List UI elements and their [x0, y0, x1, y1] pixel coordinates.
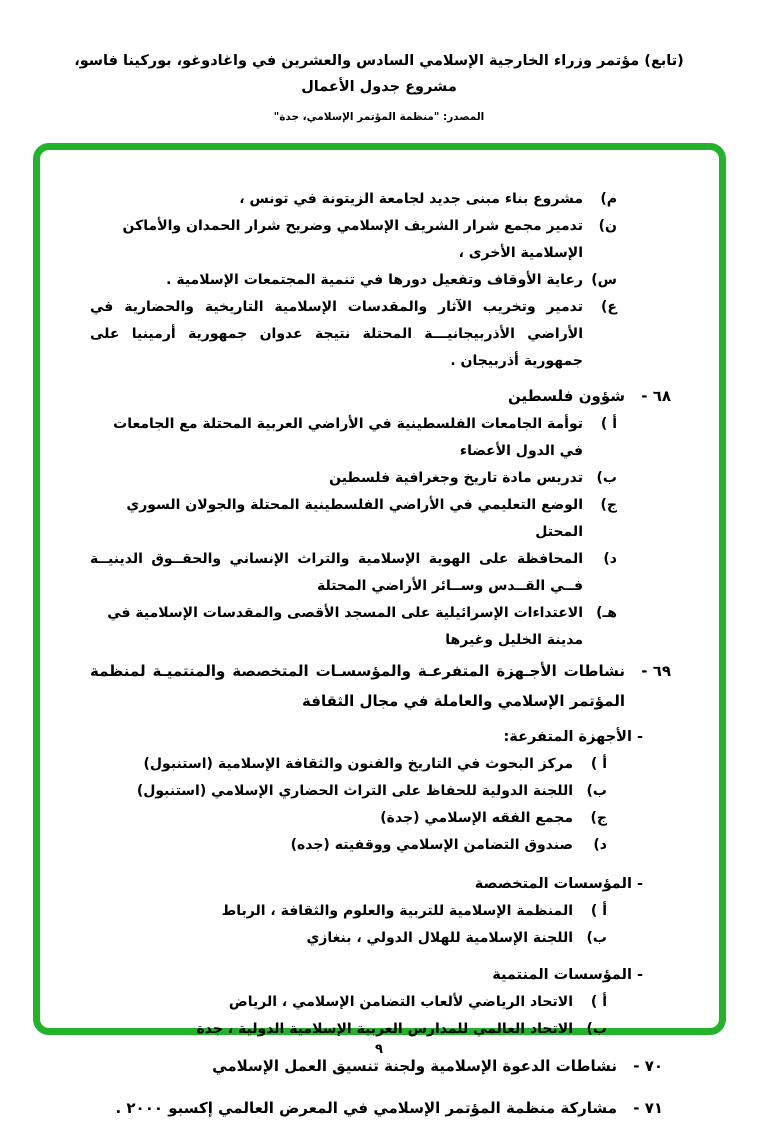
- header-source: المصدر: "منظمة المؤتمر الإسلامي، جدة": [273, 111, 485, 123]
- list-item: [90, 989, 671, 1016]
- item-text: مجمع الفقه الإسلامي (جدة): [380, 810, 573, 826]
- item-text: المنظمة الإسلامية للتربية والعلوم والثقافة ، الرباط: [221, 903, 573, 919]
- section-number: ٧١ -: [633, 1099, 663, 1117]
- item-label: هـ): [596, 605, 617, 621]
- list-item: [90, 186, 671, 213]
- item-text: رعاية الأوقاف وتفعيل دورها في تنمية المجتمعات الإسلامية .: [166, 272, 583, 288]
- list-item: [90, 751, 671, 778]
- item-text: اللجنة الدولية للحفاظ على التراث الحضاري الإسلامي (استنبول): [136, 783, 573, 799]
- item-label: ج): [590, 810, 607, 826]
- item-label: أ ): [590, 903, 607, 919]
- item-label: ن): [598, 218, 617, 234]
- section-number: ٧٠ -: [633, 1057, 663, 1075]
- list-item: [90, 411, 671, 465]
- item-label: د): [593, 837, 607, 853]
- header-title: (تابع) مؤتمر وزراء الخارجية الإسلامي السادس والعشرين في واغادوغو، بوركينا فاسو، مشروع جدول الأعمال: [74, 53, 684, 95]
- item-label: ب): [596, 470, 617, 486]
- group-heading: - المؤسسات المتخصصة: [474, 876, 643, 892]
- list-item: [90, 832, 671, 859]
- list-item: [90, 213, 671, 267]
- list-item: [90, 925, 671, 952]
- list-item: [90, 805, 671, 832]
- item-label: ب): [586, 783, 607, 799]
- item-text: الاعتداءات الإسرائيلية على المسجد الأقصى والمقدسات الإسلامية في مدينة الخليل وغيرها: [107, 605, 583, 648]
- item-label: أ ): [590, 756, 607, 772]
- item-text: اللجنة الإسلامية للهلال الدولي ، بنغازي: [306, 930, 573, 946]
- page-number: ٩: [375, 1042, 383, 1057]
- item-label: ب): [586, 930, 607, 946]
- section-title: نشاطات الدعوة الإسلامية ولجنة تنسيق العمل الإسلامي: [212, 1057, 617, 1075]
- list-item: [90, 465, 671, 492]
- item-text: صندوق التضامن الإسلامي ووقفيته (جده): [290, 837, 573, 853]
- item-text: المحافظة على الهوية الإسلامية والتراث الإنساني والحقــوق الدينيــة فــي القــدس وســائر الأراضي المحتلة: [90, 551, 583, 594]
- item-label: م): [600, 191, 617, 207]
- list-item: [90, 267, 671, 294]
- item-text: الاتحاد الرياضي لألعاب التضامن الإسلامي ، الرياض: [228, 994, 573, 1010]
- section-title: شؤون فلسطين: [508, 387, 625, 405]
- item-label: س): [591, 272, 617, 288]
- list-item: [90, 898, 671, 925]
- item-label: د): [603, 551, 617, 567]
- item-text: الوضع التعليمي في الأراضي الفلسطينية المحتلة والجولان السوري المحتل: [126, 497, 583, 540]
- item-label: ب): [586, 1021, 607, 1037]
- section-title: مشاركة منظمة المؤتمر الإسلامي في المعرض العالمي إكسبو ٢٠٠٠ .: [115, 1099, 617, 1117]
- item-label: أ ): [600, 416, 617, 432]
- section-number: ٦٨ -: [641, 387, 671, 405]
- item-text: تدريس مادة تاريخ وجغرافية فلسطين: [329, 470, 583, 486]
- list-item: [90, 600, 671, 654]
- section-68-heading: [90, 381, 671, 411]
- section-71-heading: [90, 1093, 671, 1123]
- document-header: [0, 48, 758, 127]
- item-text: تدمير مجمع شرار الشريف الإسلامي وضريح شرار الحمدان والأماكن الإسلامية الأخرى ،: [122, 218, 583, 261]
- item-text: مشروع بناء مبنى جديد لجامعة الزيتونة في تونس ،: [239, 191, 583, 207]
- item-text: تدمير وتخريب الآثار والمقدسات الإسلامية التاريخية والحضارية في الأراضي الأذربيجانيـــة المحتلة نتيجة عدوان جمهورية أرمينيا على جمهورية أذربيجان .: [90, 299, 583, 369]
- group-heading: - الأجهزة المتفرعة:: [503, 729, 643, 745]
- list-item: [90, 1016, 671, 1043]
- item-label: ج): [600, 497, 617, 513]
- item-text: الاتحاد العالمي للمدارس العربية الإسلامية الدولية ، جدة: [196, 1021, 573, 1037]
- list-item: [90, 546, 671, 600]
- item-label: أ ): [590, 994, 607, 1010]
- list-item: [90, 492, 671, 546]
- list-item: [90, 294, 671, 375]
- section-69-heading: [90, 656, 671, 716]
- section-number: ٦٩ -: [641, 662, 671, 680]
- section-title: نشاطات الأجـهزة المتفرعـة والمؤسسـات المتخصصة والمنتميـة لمنظمة المؤتمر الإسلامي والعاملة في مجال الثقافة: [90, 662, 625, 710]
- item-text: توأمة الجامعات الفلسطينية في الأراضي العربية المحتلة مع الجامعات في الدول الأعضاء: [113, 416, 583, 459]
- group-heading: - المؤسسات المنتمية: [492, 967, 643, 983]
- item-label: ع): [601, 299, 617, 315]
- content-border: [33, 143, 726, 1117]
- item-text: مركز البحوث في التاريخ والفنون والثقافة الإسلامية (استنبول): [143, 756, 573, 772]
- list-item: [90, 778, 671, 805]
